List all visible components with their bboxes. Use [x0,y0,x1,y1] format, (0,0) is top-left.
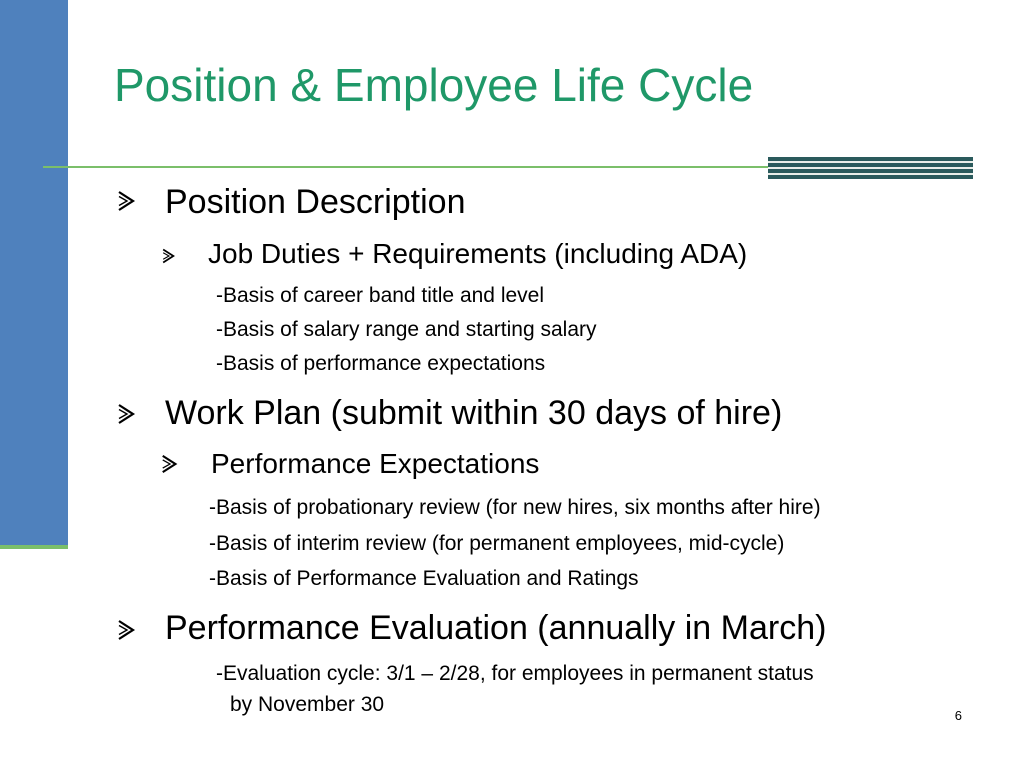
detail-line: -Basis of probationary review (for new hires, six months after hire) [209,496,821,519]
arrow-bullet-icon [116,619,138,641]
section-heading: Performance Evaluation (annually in March) [165,609,827,647]
title-divider [43,166,771,168]
detail-line: -Basis of interim review (for permanent employees, mid-cycle) [209,532,785,555]
detail-line-continuation: by November 30 [230,693,385,716]
detail-line: -Basis of salary range and starting salary [216,318,597,341]
detail-line: -Basis of Performance Evaluation and Ratings [209,567,639,590]
section-subheading: Performance Expectations [211,448,540,479]
arrow-bullet-icon [160,454,180,474]
accent-sidebar-edge [0,545,68,549]
arrow-bullet-icon [161,248,177,264]
detail-line: -Basis of career band title and level [216,284,545,307]
detail-line: -Basis of performance expectations [216,352,546,375]
slide-number: 6 [954,708,962,723]
arrow-bullet-icon [116,190,138,212]
detail-line: -Evaluation cycle: 3/1 – 2/28, for employees in permanent status [216,662,814,685]
section-heading: Position Description [165,183,466,221]
section-heading: Work Plan (submit within 30 days of hire) [165,394,783,432]
section-subheading: Job Duties + Requirements (including ADA) [208,238,748,269]
arrow-bullet-icon [116,403,138,425]
slide-title: Position & Employee Life Cycle [114,59,754,111]
accent-sidebar-bar [0,0,68,545]
title-accent-block [768,157,973,179]
